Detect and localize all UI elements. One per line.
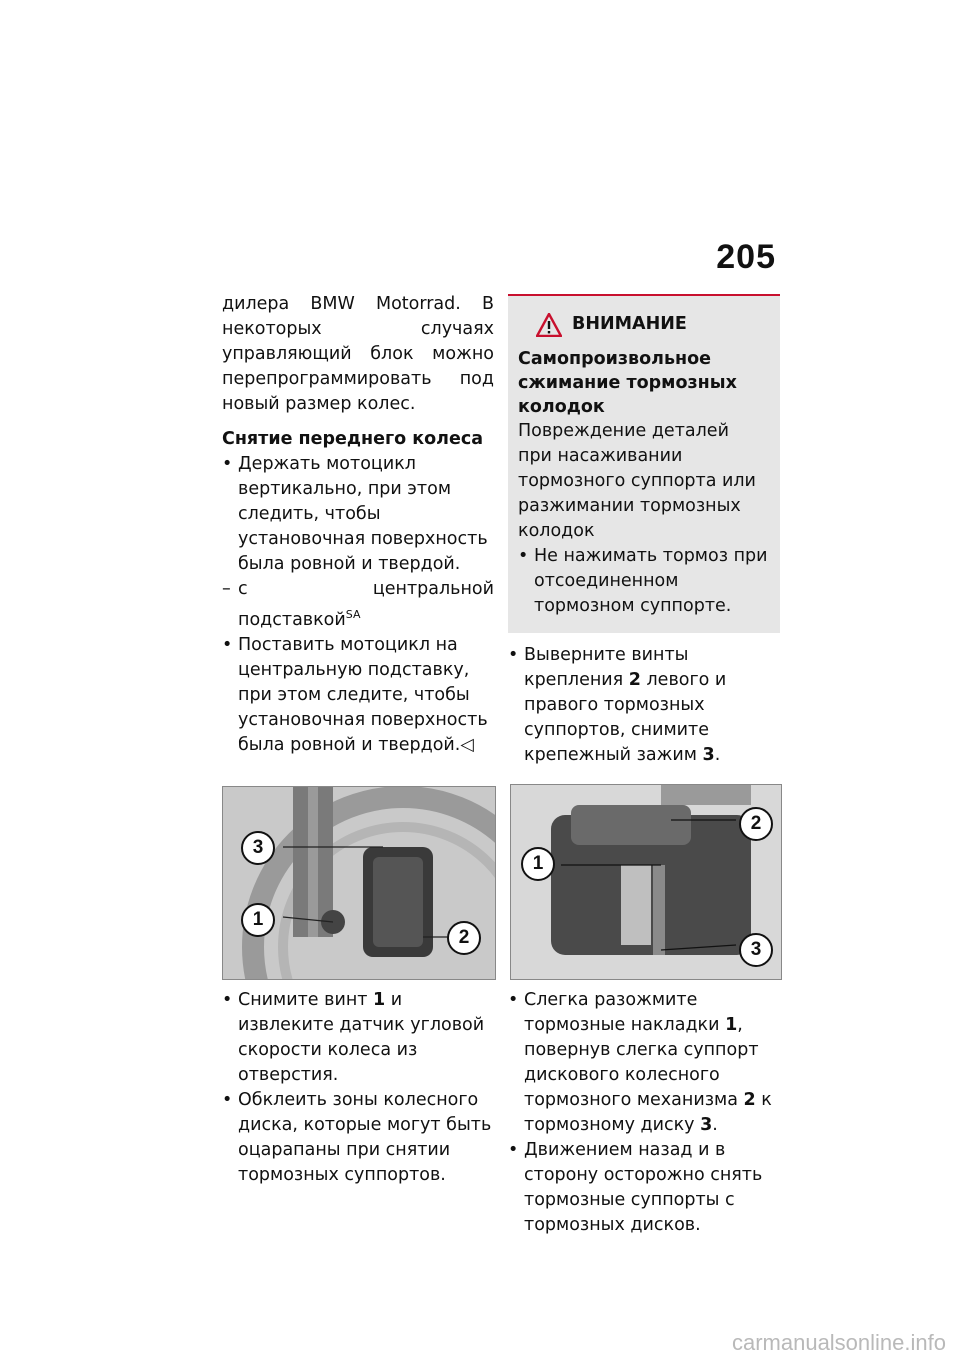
intro-text: дилера BMW Motorrad. В некоторых случаях управляющий блок можно перепрограммировать под новый размер колес.	[222, 294, 494, 414]
callout-3: 3	[739, 933, 773, 967]
callout-1: 1	[521, 847, 555, 881]
watermark: carmanualsonline.info	[731, 1330, 946, 1355]
step-center-stand: • Поставить мотоцикл на центральную подставку, при этом следите, чтобы установочная поверхность была ровной и твердой.◁	[222, 634, 488, 755]
callout-1: 1	[241, 903, 275, 937]
option-tag: SA	[345, 608, 361, 621]
bullet-icon: •	[508, 1140, 519, 1160]
warning-subtitle: Самопроизвольное сжимание тормозных колодок	[518, 349, 737, 417]
section-heading: Снятие переднего колеса	[222, 429, 484, 449]
bullet-icon: •	[222, 989, 233, 1010]
end-mark-icon: ◁	[460, 734, 474, 755]
callout-2: 2	[739, 807, 773, 841]
step-remove-calipers: • Движением назад и в сторону осторожно снять тормозные суппорты с тормозных дисков.	[508, 1140, 763, 1235]
callout-3: 3	[241, 831, 275, 865]
warning-bullet: • Не нажимать тормоз при отсоединенном тормозном суппорте.	[518, 546, 768, 616]
step-unscrew-caliper: • Выверните винты крепления 2 левого и правого тормозных суппортов, снимите крепежный зажим 3.	[508, 645, 727, 765]
bullet-icon: •	[508, 990, 519, 1010]
right-column	[508, 292, 780, 1238]
callout-2: 2	[447, 921, 481, 955]
warning-triangle-icon	[536, 313, 562, 337]
warning-box	[508, 294, 780, 633]
step-spread-pads: • Слегка разожмите тормозные накладки 1, повернув слегка суппорт дискового колесного тормозного механизма 2 к тормозному диску 3.	[508, 990, 772, 1135]
step-remove-screw: • Снимите винт 1 и извлеките датчик угловой скорости колеса из отверстия.	[222, 989, 485, 1085]
step-tape-rim: • Обклеить зоны колесного диска, которые могут быть оцарапаны при снятии тормозных суппортов.	[222, 1089, 492, 1185]
option-center-stand: – с центральной подставкой$^{SA}$	[222, 579, 494, 630]
warning-text: Повреждение деталей при насаживании тормозного суппорта или разжимании тормозных колодок	[518, 421, 756, 541]
bullet-icon: •	[508, 645, 519, 665]
step-hold-vertical: • Держать мотоцикл вертикально, при этом следить, чтобы установочная поверхность была ровной и твердой.	[222, 454, 488, 574]
left-column	[222, 292, 494, 1188]
bullet-icon: •	[518, 546, 529, 566]
warning-title: ВНИМАНИЕ	[572, 314, 687, 334]
figure-front-wheel-caliper	[222, 786, 496, 980]
bullet-icon: •	[222, 454, 233, 474]
figure-brake-pads	[510, 784, 782, 980]
page-number: 205	[716, 238, 776, 276]
bullet-icon: •	[222, 634, 233, 655]
warning-header	[536, 312, 768, 337]
dash-icon: –	[222, 579, 231, 599]
bullet-icon: •	[222, 1089, 233, 1110]
